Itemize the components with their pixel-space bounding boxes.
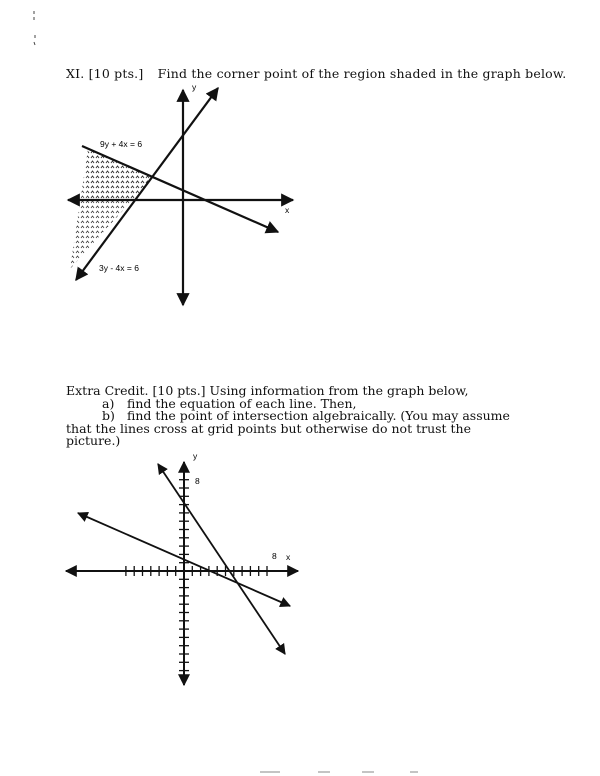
line1-label: 9y + 4x = 6	[100, 139, 143, 149]
graph-two-lines	[60, 450, 310, 690]
part-a-text: find the equation of each line. Then,	[127, 395, 357, 411]
y-axis-label: y	[193, 451, 198, 461]
graph-shaded-region	[60, 80, 320, 310]
page-bottom-marks	[0, 760, 600, 776]
part-b-label: b)	[102, 408, 115, 423]
extra-credit-cont1: that the lines cross at grid points but otherwise do not trust the	[66, 420, 471, 436]
question-xi	[66, 66, 566, 81]
y-tick-label-8: 8	[195, 476, 200, 486]
line-b	[158, 464, 285, 654]
x-axis-label: x	[286, 552, 291, 562]
part-a-label: a)	[102, 395, 115, 411]
axis-ticks	[126, 480, 267, 671]
line2-label: 3y - 4x = 6	[99, 263, 139, 273]
extra-credit-cont2: picture.)	[66, 433, 121, 448]
extra-credit	[66, 383, 510, 448]
extra-credit-intro: Extra Credit. [10 pts.] Using information from the graph below,	[66, 383, 469, 398]
x-tick-label-8: 8	[272, 551, 277, 561]
question-xi-text: Find the corner point of the region shaded in the graph below.	[157, 66, 567, 81]
part-b-text: find the point of intersection algebraically. (You may assume	[127, 408, 510, 423]
shaded-region-fill	[70, 149, 153, 269]
y-axis-label: y	[192, 82, 197, 92]
question-xi-label: XI. [10 pts.]	[66, 66, 144, 81]
x-axis-label: x	[285, 205, 290, 215]
